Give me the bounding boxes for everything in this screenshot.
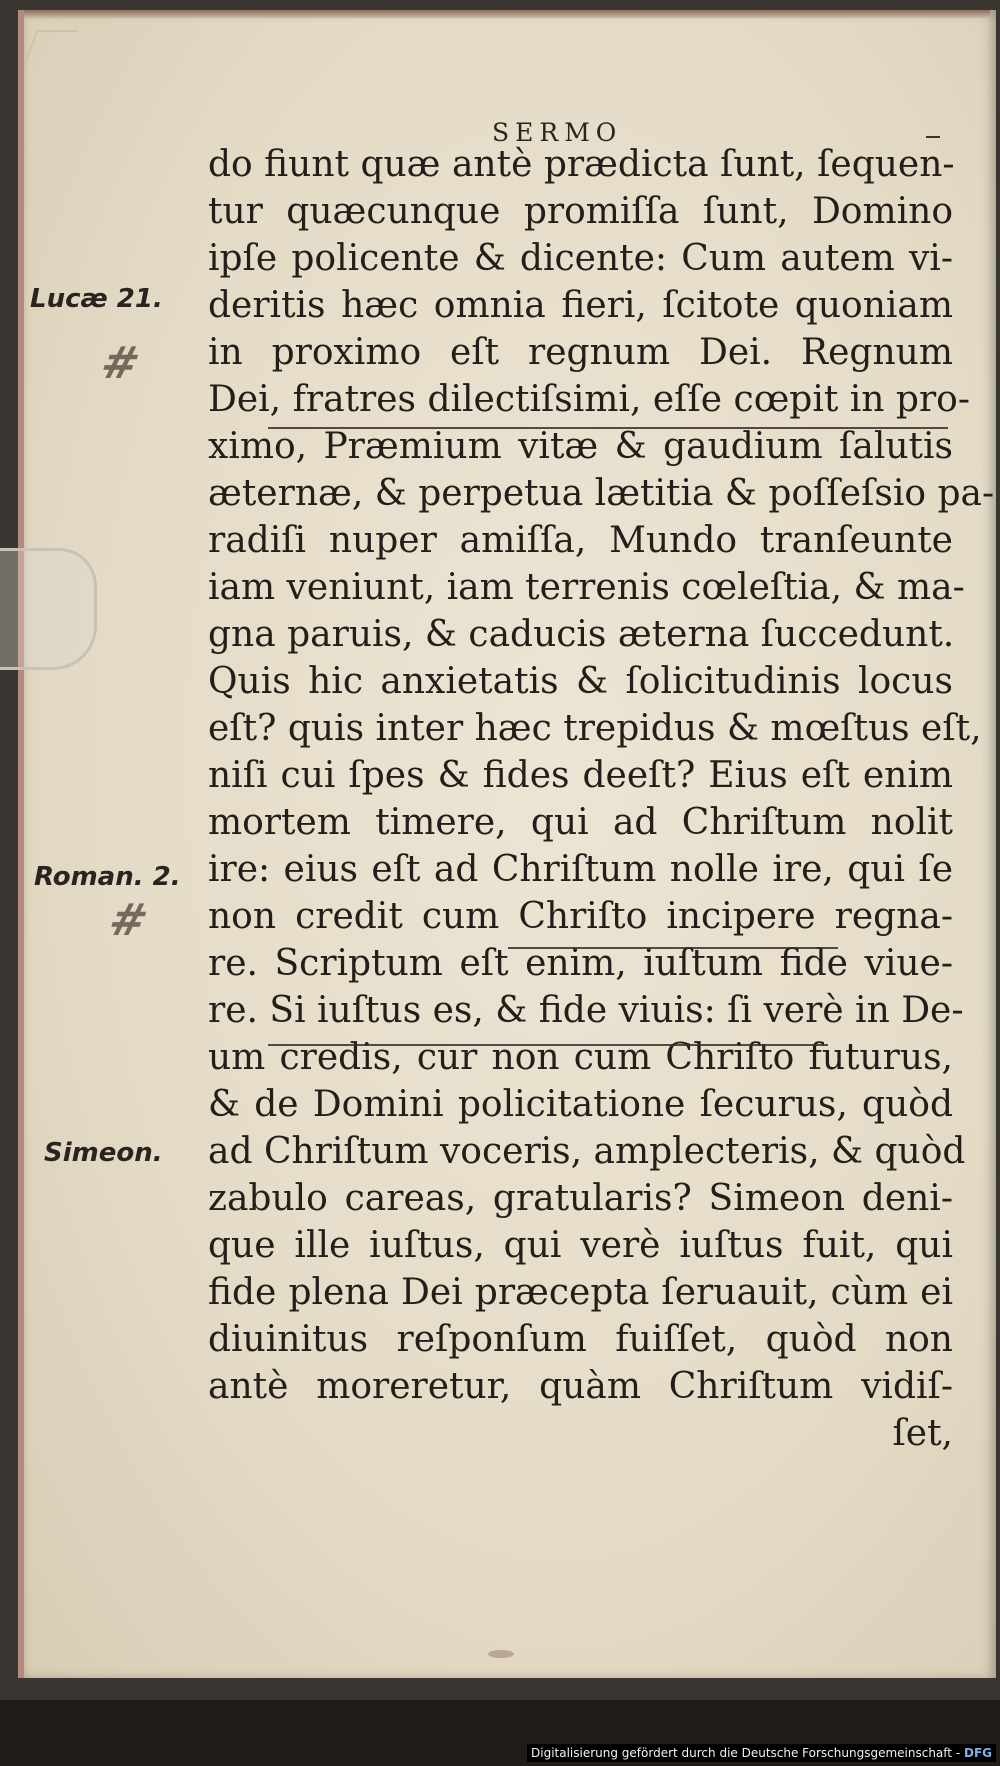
text-line: tur quæcunque promiſſa ſunt, Domino <box>208 191 953 232</box>
underline-1 <box>268 427 948 429</box>
dfg-logo-icon: DFG <box>963 1746 992 1760</box>
underline-3 <box>268 1044 828 1046</box>
footer-credit-text: Digitalisierung gefördert durch die Deutsche Forschungsgemeinschaft - <box>531 1746 961 1760</box>
text-line: do fiunt quæ antè prædicta ſunt, ſequen- <box>208 144 955 185</box>
text-line: fide plena Dei præcepta ſeruauit, cùm ei <box>208 1272 953 1313</box>
text-line: ad Chriſtum voceris, amplecteris, & quòd <box>208 1131 966 1172</box>
margin-note-roman: Roman. 2. <box>34 862 181 892</box>
text-line: eſt? quis inter hæc trepidus & mœſtus eſt, <box>208 708 982 749</box>
text-line: gna paruis, & caducis æterna ſuccedunt. <box>208 614 955 655</box>
footer-bar <box>0 1700 1000 1766</box>
text-line: ſet, <box>892 1413 953 1454</box>
page-top-edge <box>24 10 990 18</box>
text-line: ipſe policente & dicente: Cum autem vi- <box>208 238 953 279</box>
text-line: re. Si iuſtus es, & fide viuis: ſi verè in De- <box>208 990 964 1031</box>
text-line: niſi cui ſpes & fides deeſt? Eius eſt enim <box>208 755 953 796</box>
margin-note-simeon: Simeon. <box>44 1138 163 1168</box>
text-line: diuinitus reſponſum fuiſſet, quòd non <box>208 1319 953 1360</box>
text-line: in proximo eſt regnum Dei. Regnum <box>208 332 953 373</box>
text-line: & de Domini policitatione ſecurus, quòd <box>208 1084 953 1125</box>
text-line: ximo, Præmium vitæ & gaudium ſalutis <box>208 426 953 467</box>
text-line: re. Scriptum eſt enim, iuſtum fide viue- <box>208 943 953 984</box>
text-line: radiſi nuper amiſſa, Mundo tranſeunte <box>208 520 953 561</box>
text-line: que ille iuſtus, qui verè iuſtus fuit, qui <box>208 1225 953 1266</box>
text-line: ire: eius eſt ad Chriſtum nolle ire, qui ſe <box>208 849 953 890</box>
hash-mark-2: # <box>103 895 154 946</box>
underline-2 <box>508 947 838 949</box>
ink-smudge <box>488 1650 514 1658</box>
text-line: mortem timere, qui ad Chriſtum nolit <box>208 802 953 843</box>
text-line: Dei, fratres dilectiſsimi, eſſe cœpit in pro- <box>208 379 970 420</box>
hash-mark-1: # <box>95 338 146 389</box>
text-line: antè moreretur, quàm Chriſtum vidiſ- <box>208 1366 953 1407</box>
text-line: iam veniunt, iam terrenis cœleſtia, & ma- <box>208 567 965 608</box>
margin-note-lucae: Lucæ 21. <box>30 284 163 314</box>
footer-credit <box>527 1744 996 1762</box>
text-line: zabulo careas, gratularis? Simeon deni- <box>208 1178 953 1219</box>
text-line: non credit cum Chriſto incipere regna- <box>208 896 953 937</box>
running-head-dash <box>926 136 940 138</box>
text-line: deritis hæc omnia fieri, ſcitote quoniam <box>208 285 953 326</box>
text-line: um credis, cur non cum Chriſto futurus, <box>208 1037 953 1078</box>
main-text <box>208 141 995 1457</box>
text-line: Quis hic anxietatis & ſolicitudinis locus <box>208 661 953 702</box>
page-clip <box>0 548 97 670</box>
text-line: æternæ, & perpetua lætitia & poſſeſsio pa- <box>208 473 995 514</box>
running-head: SERMO <box>492 118 623 147</box>
